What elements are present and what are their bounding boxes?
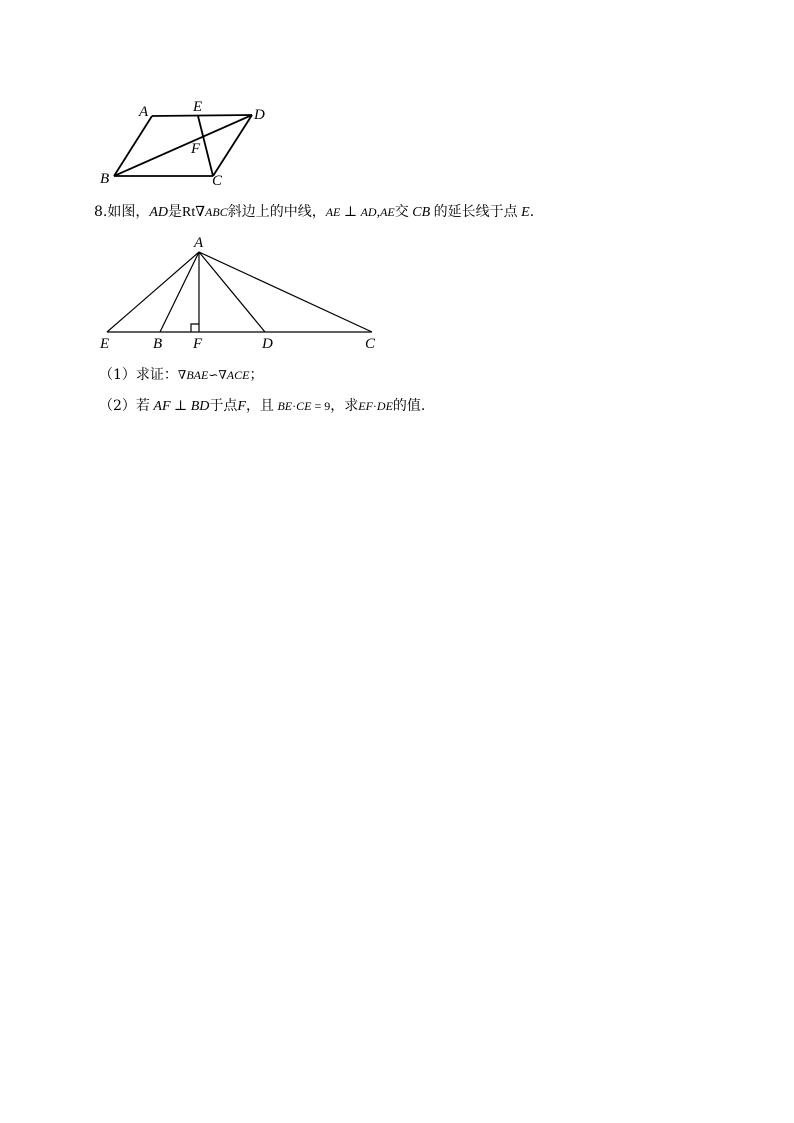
- segment-AC: [199, 252, 372, 332]
- segment-BD: [114, 115, 252, 176]
- dot-symbol: ·: [372, 399, 377, 413]
- math-AD: AD: [149, 205, 169, 220]
- label-F: F: [191, 141, 201, 157]
- segment-EC: [198, 116, 213, 176]
- problem-number: 8.: [94, 204, 108, 220]
- statement-text: 是: [168, 204, 183, 220]
- segment-AE: [107, 252, 199, 332]
- segment-AD: [152, 115, 252, 116]
- math-CE: CE: [296, 399, 312, 413]
- math-AE: AE: [380, 205, 395, 219]
- label-E: E: [193, 99, 203, 115]
- triangle-symbol: ∇: [177, 368, 187, 382]
- math-EF: EF: [358, 399, 373, 413]
- parallelogram-diagram: [95, 95, 270, 190]
- triangle-symbol: ∇: [195, 205, 206, 220]
- math-BD: BD: [190, 399, 210, 414]
- perpendicular-symbol: ⊥: [343, 205, 358, 220]
- triangle-figure: [95, 232, 390, 354]
- label-E: E: [100, 336, 110, 352]
- math-rt: Rt: [182, 205, 196, 220]
- perpendicular-symbol: ⊥: [174, 399, 188, 414]
- math-ABC: ABC: [205, 205, 228, 219]
- part-2-end: 的值.: [392, 398, 426, 414]
- label-A: A: [139, 104, 149, 120]
- part-2-text: 于点: [209, 398, 238, 414]
- label-F: F: [193, 336, 203, 352]
- math-E: E: [521, 205, 530, 220]
- math-BE: BE: [277, 399, 293, 413]
- label-B: B: [100, 171, 110, 187]
- math-AD: AD: [360, 205, 377, 219]
- problem-statement: [94, 203, 534, 222]
- equals-value: = 9: [311, 399, 331, 413]
- triangle-symbol: ∇: [218, 368, 227, 382]
- statement-text: 斜边上的中线，: [227, 204, 326, 220]
- math-BAE: BAE: [186, 368, 209, 382]
- part-2-text: ，且: [245, 398, 274, 414]
- statement-text: 的延长线于点: [433, 204, 518, 220]
- math-ACE: ACE: [226, 368, 250, 382]
- part-2: [99, 397, 425, 416]
- segment-AD: [199, 252, 265, 332]
- math-DE: DE: [376, 399, 393, 413]
- right-angle-mark: [191, 324, 199, 332]
- part-1: [99, 366, 263, 384]
- period: .: [529, 204, 535, 220]
- label-A: A: [194, 235, 204, 251]
- similar-symbol: ∽: [208, 368, 219, 382]
- comma: ,: [376, 205, 381, 220]
- part-1-prefix: （1）求证：: [99, 367, 178, 383]
- math-AF: AF: [153, 399, 171, 414]
- segment-AB: [160, 252, 199, 332]
- math-AE: AE: [325, 205, 341, 219]
- dot-symbol: ·: [292, 399, 297, 413]
- part-2-text: ，求: [330, 398, 359, 414]
- label-C: C: [365, 336, 376, 352]
- parallelogram-figure: [95, 95, 270, 190]
- label-D: D: [262, 336, 273, 352]
- math-F: F: [237, 399, 246, 414]
- statement-text: 交: [394, 204, 409, 220]
- label-D: D: [254, 107, 265, 123]
- math-CB: CB: [412, 205, 431, 220]
- statement-text: 如图，: [107, 204, 150, 220]
- label-B: B: [153, 336, 163, 352]
- part-1-end: ；: [249, 367, 264, 383]
- label-C: C: [212, 173, 223, 189]
- part-2-prefix: （2）若: [99, 398, 150, 414]
- triangle-diagram: [95, 232, 390, 354]
